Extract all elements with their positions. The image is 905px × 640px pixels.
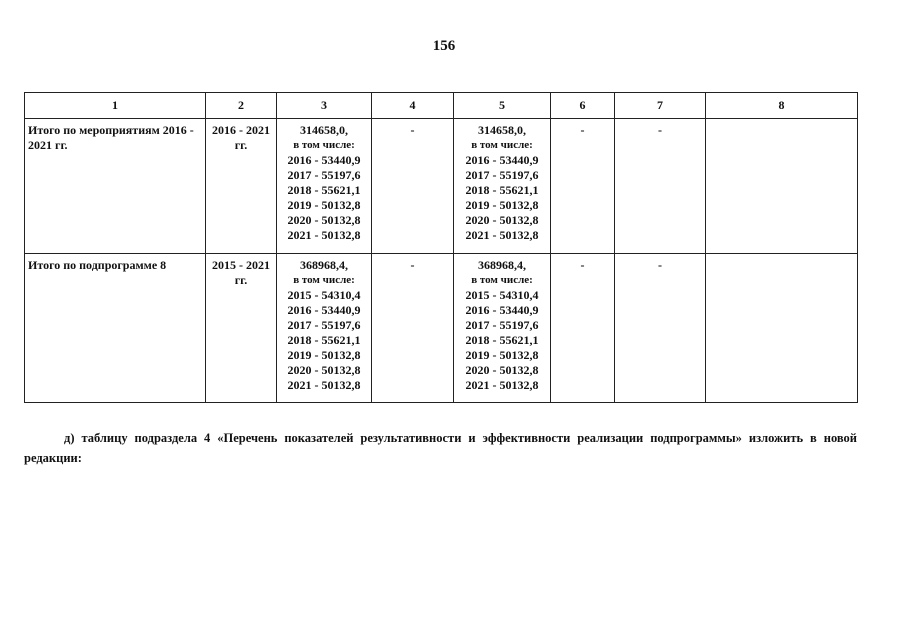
amount-year: 2019 - 50132,8 xyxy=(465,198,539,212)
empty-cell xyxy=(706,119,858,254)
amount-year: 2017 - 55197,6 xyxy=(287,168,361,182)
amount-year: 2015 - 54310,4 xyxy=(465,288,539,302)
amount-year: 2016 - 53440,9 xyxy=(465,303,539,317)
amount-breakdown-label: в том числе: xyxy=(293,274,355,286)
amount-year: 2020 - 50132,8 xyxy=(287,213,361,227)
amount-total: 314658,0, xyxy=(478,123,526,137)
dash-cell: - xyxy=(372,119,454,254)
amount-year: 2018 - 55621,1 xyxy=(465,333,539,347)
column-header: 7 xyxy=(615,93,706,119)
amount-year: 2021 - 50132,8 xyxy=(287,228,361,242)
amount-year: 2016 - 53440,9 xyxy=(287,153,361,167)
amount-year: 2019 - 50132,8 xyxy=(465,348,539,362)
table-row xyxy=(25,119,858,254)
amount-cell-col5 xyxy=(454,254,551,403)
amount-year: 2018 - 55621,1 xyxy=(287,333,361,347)
column-header: 2 xyxy=(206,93,277,119)
amount-year: 2021 - 50132,8 xyxy=(465,228,539,242)
amount-year: 2017 - 55197,6 xyxy=(465,168,539,182)
amount-year: 2019 - 50132,8 xyxy=(287,348,361,362)
amount-year: 2021 - 50132,8 xyxy=(465,378,539,392)
dash-cell: - xyxy=(551,119,615,254)
budget-table xyxy=(24,92,858,403)
amount-year: 2021 - 50132,8 xyxy=(287,378,361,392)
amount-year: 2020 - 50132,8 xyxy=(465,363,539,377)
amount-breakdown-label: в том числе: xyxy=(293,139,355,151)
amount-year: 2016 - 53440,9 xyxy=(287,303,361,317)
dash-cell: - xyxy=(551,254,615,403)
amount-year: 2020 - 50132,8 xyxy=(465,213,539,227)
amount-year: 2019 - 50132,8 xyxy=(287,198,361,212)
row-name-cell: Итого по мероприятиям 2016 - 2021 гг. xyxy=(25,119,206,254)
amount-breakdown-label: в том числе: xyxy=(471,274,533,286)
amendment-paragraph: д) таблицу подраздела 4 «Перечень показателей результативности и эффективности реализации подпрограммы» изложить в новой редакции: xyxy=(24,430,857,465)
amount-year: 2015 - 54310,4 xyxy=(287,288,361,302)
amount-year: 2016 - 53440,9 xyxy=(465,153,539,167)
column-header: 3 xyxy=(277,93,372,119)
column-header: 1 xyxy=(25,93,206,119)
column-header: 4 xyxy=(372,93,454,119)
period-cell: 2016 - 2021 гг. xyxy=(206,119,277,254)
amount-total: 368968,4, xyxy=(478,258,526,272)
column-header: 5 xyxy=(454,93,551,119)
amount-year: 2020 - 50132,8 xyxy=(287,363,361,377)
amount-cell-col3 xyxy=(277,119,372,254)
dash-cell: - xyxy=(615,119,706,254)
amount-breakdown-label: в том числе: xyxy=(471,139,533,151)
dash-cell: - xyxy=(615,254,706,403)
amount-total: 368968,4, xyxy=(300,258,348,272)
row-name-cell: Итого по подпрограмме 8 xyxy=(25,254,206,403)
amount-year: 2018 - 55621,1 xyxy=(287,183,361,197)
amount-cell-col5 xyxy=(454,119,551,254)
column-header: 6 xyxy=(551,93,615,119)
dash-cell: - xyxy=(372,254,454,403)
amount-total: 314658,0, xyxy=(300,123,348,137)
empty-cell xyxy=(706,254,858,403)
amount-cell-col3 xyxy=(277,254,372,403)
column-header: 8 xyxy=(706,93,858,119)
table-header-row xyxy=(25,93,858,119)
amount-year: 2017 - 55197,6 xyxy=(287,318,361,332)
table-row xyxy=(25,254,858,403)
amount-year: 2018 - 55621,1 xyxy=(465,183,539,197)
amount-year: 2017 - 55197,6 xyxy=(465,318,539,332)
period-cell: 2015 - 2021 гг. xyxy=(206,254,277,403)
page-number: 156 xyxy=(432,38,456,54)
